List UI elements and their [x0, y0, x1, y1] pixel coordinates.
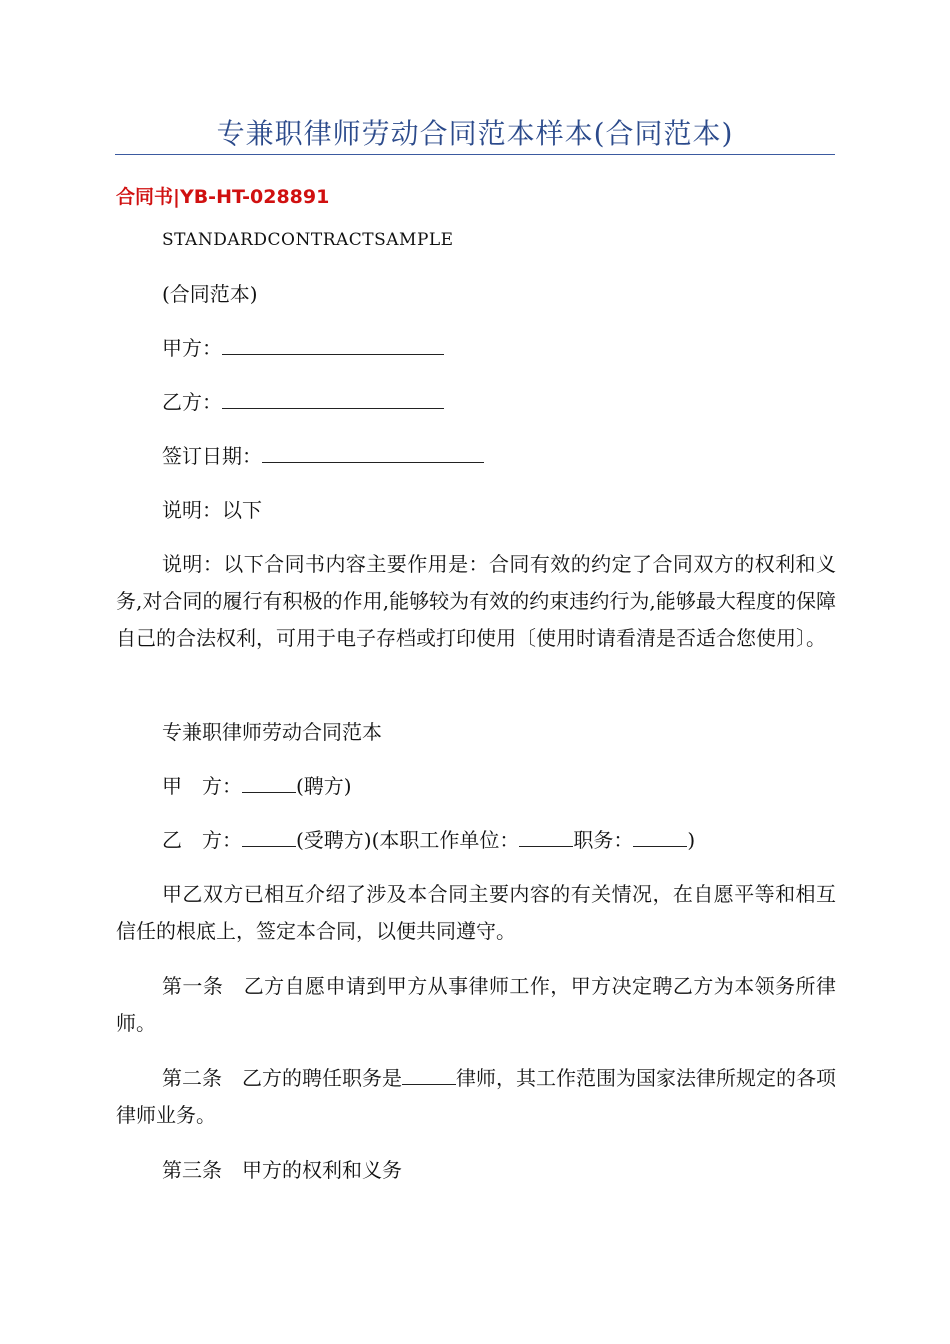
- party-b-line: [162, 384, 444, 421]
- yi-blank-3: [633, 826, 687, 847]
- party-b-blank: [222, 388, 444, 409]
- jia-label: 甲 方：: [162, 774, 242, 798]
- jia-blank: [242, 772, 296, 793]
- article-2-before: 第二条 乙方的聘任职务是: [162, 1066, 402, 1090]
- party-a-line: [162, 330, 444, 367]
- party-b-label: 乙方：: [162, 390, 222, 414]
- article-1: 第一条 乙方自愿申请到甲方从事律师工作，甲方决定聘乙方为本领务所律师。: [116, 974, 836, 1035]
- subtitle-english: STANDARDCONTRACTSAMPLE: [162, 230, 454, 250]
- intro-paragraph: 甲乙双方已相互介绍了涉及本合同主要内容的有关情况，在自愿平等和相互信任的根底上，签定本合同，以便共同遵守。: [116, 882, 836, 943]
- yi-blank-2: [519, 826, 573, 847]
- article-2-blank: [402, 1064, 456, 1085]
- party-a-blank: [222, 334, 444, 355]
- contract-title: 专兼职律师劳动合同范本: [162, 720, 382, 744]
- subtitle-chinese: (合同范本): [162, 282, 258, 306]
- jia-party-line: [162, 768, 352, 805]
- yi-label: 乙 方：: [162, 828, 242, 852]
- yi-blank-1: [242, 826, 296, 847]
- sign-date-label: 签订日期：: [162, 444, 262, 468]
- yi-part3: ): [687, 828, 696, 852]
- jia-suffix: (聘方): [296, 774, 352, 798]
- article-3: 第三条 甲方的权利和义务: [162, 1158, 402, 1182]
- article-2-after: 律师，其工作范围为国家法律所规定的各项律师业务。: [116, 1066, 836, 1127]
- document-title: 专兼职律师劳动合同范本样本(合同范本): [216, 117, 734, 150]
- party-a-label: 甲方：: [162, 336, 222, 360]
- article-2: [116, 1060, 836, 1134]
- note-short: 说明：以下: [162, 498, 262, 522]
- title-underline: [115, 154, 835, 155]
- yi-party-line: [162, 822, 695, 859]
- contract-code: 合同书|YB-HT-028891: [116, 186, 330, 208]
- yi-part2: 职务：: [573, 828, 634, 852]
- sign-date-blank: [262, 442, 484, 463]
- yi-part1: (受聘方)(本职工作单位：: [296, 828, 520, 852]
- sign-date-line: [162, 438, 484, 475]
- note-paragraph: 说明：以下合同书内容主要作用是：合同有效的约定了合同双方的权利和义务,对合同的履行有积极的作用,能够较为有效的约束违约行为,能够最大程度的保障自己的合法权利，可用于电子存档或打印使用〔使用时请看清是否适合您使用〕。: [116, 552, 836, 650]
